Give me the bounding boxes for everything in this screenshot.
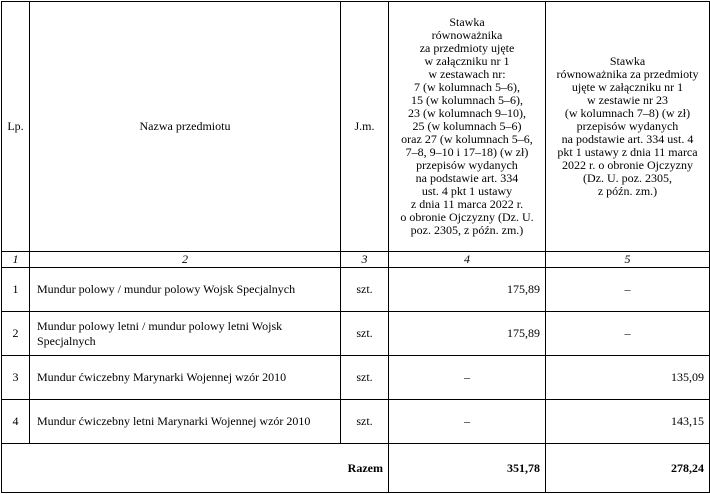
table-row: [2, 268, 710, 312]
header-line: pkt 1 ustawy z dnia 11 marca: [557, 145, 698, 159]
column-numbers-row: [2, 252, 710, 268]
header-line: poz. 2305, z późn. zm.): [410, 223, 524, 237]
row-col4: 175,89: [389, 312, 546, 356]
row-name: Mundur ćwiczebny Marynarki Wojennej wzór 2010: [30, 356, 341, 400]
row-col5: –: [546, 312, 710, 356]
header-line: na podstawie art. 334: [415, 171, 519, 185]
row-jm: szt.: [341, 356, 389, 400]
column-number: 4: [389, 252, 546, 268]
total-row: [2, 444, 710, 493]
row-lp: 3: [2, 356, 30, 400]
header-line: ust. 4 pkt 1 ustawy: [421, 184, 513, 198]
header-lp: Lp.: [2, 2, 30, 252]
row-lp: 2: [2, 312, 30, 356]
row-col5: 143,15: [546, 400, 710, 444]
header-line: w zestawach nr:: [428, 67, 506, 81]
row-jm: szt.: [341, 400, 389, 444]
header-line: ujęte w załączniku nr 1: [571, 80, 684, 94]
table-row: [2, 312, 710, 356]
header-line: równoważnika za przedmioty: [556, 67, 699, 81]
header-line: w zestawie nr 23: [587, 93, 668, 107]
header-line: w załączniku nr 1: [424, 54, 510, 68]
header-jm: J.m.: [341, 2, 389, 252]
row-name: Mundur polowy / mundur polowy Wojsk Specjalnych: [30, 268, 341, 312]
header-line: 7–8, 9–10 i 17–18) (w zł): [405, 145, 529, 159]
total-label: Razem: [2, 444, 389, 493]
column-number: 1: [2, 252, 30, 268]
column-number: 2: [30, 252, 341, 268]
row-jm: szt.: [341, 312, 389, 356]
header-col4: [389, 2, 546, 252]
column-number: 3: [341, 252, 389, 268]
header-line: (Dz. U. poz. 2305,: [583, 171, 672, 185]
header-row: [2, 2, 710, 252]
row-col5: 135,09: [546, 356, 710, 400]
header-line: 7 (w kolumnach 5–6),: [414, 80, 520, 94]
header-line: przepisów wydanych: [416, 158, 518, 172]
header-name: Nazwa przedmiotu: [30, 2, 341, 252]
row-col4: –: [389, 356, 546, 400]
header-line: równoważnika: [431, 28, 503, 42]
header-line: 2022 r. o obronie Ojczyzny: [562, 158, 693, 172]
header-line: 15 (w kolumnach 5–6),: [411, 93, 523, 107]
header-col5: [546, 2, 710, 252]
total-col4: 351,78: [389, 444, 546, 493]
row-jm: szt.: [341, 268, 389, 312]
header-line: oraz 27 (w kolumnach 5–6,: [401, 132, 533, 146]
header-line: 25 (w kolumnach 5–6): [412, 119, 522, 133]
header-line: na podstawie art. 334 ust. 4: [561, 132, 694, 146]
header-line: za przedmioty ujęte: [419, 41, 515, 55]
row-col4: –: [389, 400, 546, 444]
header-line: o obronie Ojczyzny (Dz. U.: [400, 210, 534, 224]
allowance-table: [1, 1, 710, 493]
column-number: 5: [546, 252, 710, 268]
row-name: Mundur ćwiczebny letni Marynarki Wojennej wzór 2010: [30, 400, 341, 444]
row-lp: 1: [2, 268, 30, 312]
header-line: z dnia 11 marca 2022 r.: [410, 197, 524, 211]
row-name: Mundur polowy letni / mundur polowy letni Wojsk Specjalnych: [30, 312, 341, 356]
header-line: Stawka: [449, 15, 485, 29]
row-col5: –: [546, 268, 710, 312]
total-col5: 278,24: [546, 444, 710, 493]
header-line: (w kolumnach 7–8) (w zł): [564, 106, 691, 120]
header-line: z późn. zm.): [597, 184, 658, 198]
header-line: Stawka: [609, 54, 646, 68]
row-col4: 175,89: [389, 268, 546, 312]
row-lp: 4: [2, 400, 30, 444]
header-line: przepisów wydanych: [576, 119, 679, 133]
header-line: 23 (w kolumnach 9–10),: [408, 106, 526, 120]
table-row: [2, 356, 710, 400]
table-row: [2, 400, 710, 444]
